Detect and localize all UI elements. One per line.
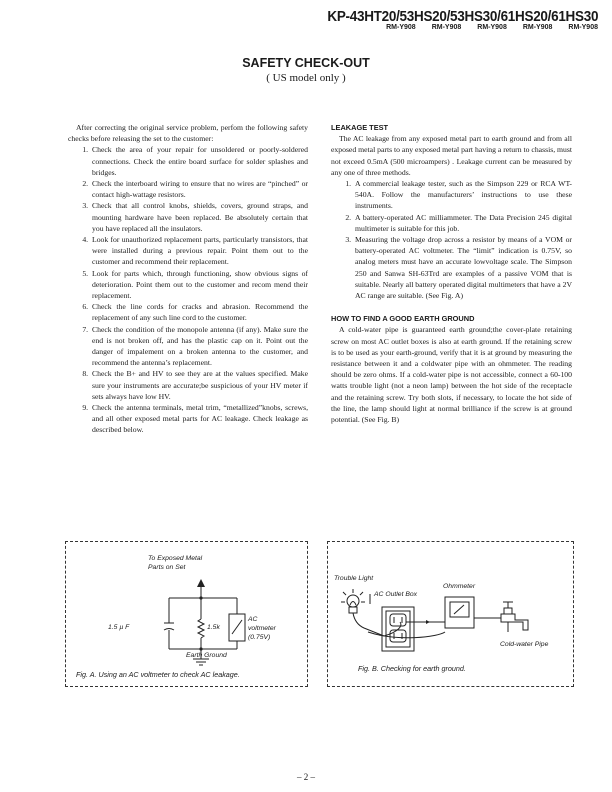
earth-ground-paragraph: A cold-water pipe is guaranteed earth ground;the cover-plate retaining screw on most AC outlet boxes is also at earth ground. If the retaining screw is to be used as your earth-ground, verify that it is at ground by measuring the resistance between it and a coldwater pipe with an ohmmeter. The reading should be zero ohms. If a cold-water pipe is not accessible, connect a 60-100 watts trouble light (not a neon lamp) between the hot side of the receptacle and the retaining screw. Try both slots, if necessary, to locate the hot side of the line, the lamp should light at normal brilliance if the screw is at ground potential. (See Fig. B) — [331, 325, 572, 425]
figure-b-caption: Fig. B. Checking for earth ground. — [358, 664, 466, 673]
list-item: 5. Look for parts which, through functioning, show obvious signs of deterioration. Point them out to the customer and recom mend their replacement. — [90, 268, 308, 302]
list-item: 8. Check the B+ and HV to see they are at the values specified. Make sure your instruments are accurate;be suspicious of your HV meter if sets always have low HV. — [90, 368, 308, 402]
remote-model: RM-Y908 — [477, 24, 507, 31]
resistor-label: 1.5k — [207, 624, 220, 631]
list-item: 1. A commercial leakage tester, such as the Simpson 229 or RCA WT-540A. Follow the manufacturers’ instructions to use these instruments. — [353, 178, 572, 212]
list-item: 3. Check that all control knobs, shields, covers, ground straps, and mounting hardware have been replaced. Be absolutely certain that you have replaced all the insulators. — [90, 200, 308, 234]
leakage-heading: LEAKAGE TEST — [331, 123, 389, 132]
fig-a-top-label: To Exposed Metal — [148, 555, 203, 562]
list-item: 2. Check the interboard wiring to ensure that no wires are “pinched” or contact high-wattage resistors. — [90, 178, 308, 200]
leakage-column — [331, 122, 572, 425]
earth-ground-label: Earth Ground — [186, 652, 227, 659]
voltmeter-label: AC — [248, 616, 258, 623]
safety-check-list — [68, 144, 308, 435]
figure-b — [327, 541, 574, 687]
remote-model: RM-Y908 — [386, 24, 416, 31]
leakage-paragraph: The AC leakage from any exposed metal part to earth ground and from all exposed metal parts to any exposed metal part having a return to chassis, must not exceed 0.5mA (500 microampers) . Leakage current can be measured by any one of three methods. — [331, 134, 572, 177]
page-subtitle: ( US model only ) — [266, 72, 346, 84]
page-title: SAFETY CHECK-OUT — [242, 56, 370, 70]
remote-model: RM-Y908 — [522, 24, 553, 31]
voltmeter-label: voltmeter — [248, 625, 276, 632]
list-item: 4. Look for unauthorized replacement parts, particularly transistors, that were installed during a previous repair. Point them out to the customer and recommend their replacement. — [90, 234, 308, 268]
model-number: KP-43HT20/53HS20/53HS30/61HS20/61HS30 — [327, 9, 598, 25]
list-item: 6. Check the line cords for cracks and abrasion. Recommend the replacement of any such line cord to the customer. — [90, 301, 308, 323]
list-item: 7. Check the condition of the monopole antenna (if any). Make sure the end is not broken off, and has the plastic cap on it. Point out the danger of impalement on a broken antenna to the customer, and recommend the antenna’s replacement. — [90, 324, 308, 369]
remote-model: RM-Y908 — [431, 24, 462, 31]
cold-water-pipe-label: Cold-water Pipe — [500, 641, 549, 648]
list-item: 2. A battery-operated AC milliammeter. The Data Precision 245 digital multimeter is suitable for this job. — [353, 212, 572, 234]
capacitor-label: 1.5 µ F — [108, 624, 130, 631]
leakage-circuit-diagram — [66, 542, 307, 686]
earth-ground-heading: HOW TO FIND A GOOD EARTH GROUND — [331, 314, 475, 324]
fig-a-top-label: Parts on Set — [148, 564, 186, 571]
figure-a-caption: Fig. A. Using an AC voltmeter to check AC leakage. — [76, 670, 240, 679]
list-item: 1. Check the area of your repair for unsoldered or poorly-soldered connections. Check the entire board surface for solder splashes and bridges. — [90, 144, 308, 178]
remote-model: RM-Y908 — [568, 24, 598, 31]
figure-a — [65, 541, 308, 687]
trouble-light-label: Trouble Light — [334, 575, 374, 582]
leakage-method-list — [331, 178, 572, 301]
page-number: – 2 – — [297, 772, 315, 782]
remote-models — [370, 24, 598, 31]
safety-checks-column — [68, 122, 308, 436]
outlet-box-label: AC Outlet Box — [374, 591, 418, 598]
list-item: 3. Measuring the voltage drop across a resistor by means of a VOM or battery-operated AC voltmeter. The “limit” indication is 0.75V, so analog meters must have an accurate lowvoltage scale. The Simpson 250 and Sanwa SH-63Trd are examples of a passive VOM that is suitable. Nearly all battery operated digital multimeters that have a 2V AC range are suitable. (See Fig. A) — [353, 234, 572, 301]
voltmeter-label: (0.75V) — [248, 634, 271, 641]
list-item: 9. Check the antenna terminals, metal trim, “metallized”knobs, screws, and all other exposed metal parts for AC leakage. Check leakage as described below. — [90, 402, 308, 436]
intro-paragraph: After correcting the original service problem, perfom the following safety checks before releasing the set to the customer: — [68, 123, 308, 144]
ohmmeter-label: Ohmmeter — [443, 583, 476, 590]
